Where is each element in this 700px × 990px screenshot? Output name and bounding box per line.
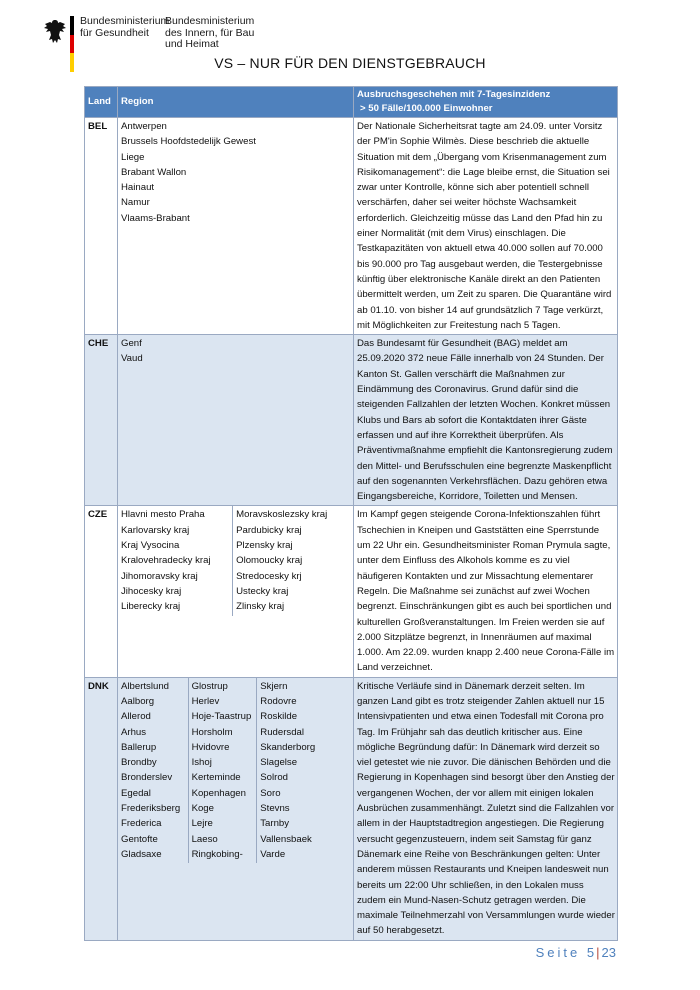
region-name: Stevns: [260, 803, 290, 815]
region-name: Slagelse: [260, 757, 298, 769]
country-code: CZE: [85, 506, 118, 677]
region-name: Bronderslev: [121, 772, 173, 784]
page-total: 23: [601, 945, 616, 960]
region-name: Olomoucky kraj: [236, 555, 303, 567]
region-name: Roskilde: [260, 711, 298, 723]
region-name: Namur: [121, 197, 150, 209]
classification-heading: VS – NUR FÜR DEN DIENSTGEBRAUCH: [214, 55, 486, 71]
region-name: Ishoj: [191, 757, 212, 769]
region-name: Frederiksberg: [121, 803, 181, 815]
region-column: [232, 506, 353, 615]
region-name: Brabant Wallon: [121, 166, 187, 178]
region-name: Hainaut: [121, 182, 155, 194]
footer-seite: Seite: [535, 945, 581, 960]
situation-text: Im Kampf gegen steigende Corona-Infektionszahlen führt Tschechien in Kneipen und Gaststätten eine Sperrstunde um 22 Uhr ein. Gesundheitsminister Roman Prymula sagte, unter dem Einfluss des Alkohols komme es zu viel häufigeren Kontakten und zur Missachtung elementarer Regeln. Die Maßnahme sei zunächst auf zwei Wochen begrenzt. Einschränkungen gibt es auch bei sportlichen und kulturellen Großveranstaltungen. Im Freien werden sie auf 2.000 Sitzplätze begrenzt, in Innenräumen auf maximal 1.000. Am 22.09. wurden knapp 2.400 neue Corona-Fälle im Land verzeichnet.: [354, 506, 618, 677]
region-name: Herlev: [191, 695, 220, 707]
region-name: Liberecky kraj: [121, 601, 181, 613]
region-name: Vlaams-Brabant: [121, 212, 190, 224]
region-name: Arhus: [121, 726, 147, 738]
header-region: Region: [118, 87, 354, 118]
footer-separator: |: [596, 945, 600, 960]
region-cell: [118, 118, 354, 335]
ministry-name-interior: Bundesministerium des Innern, für Bau und Heimat: [165, 15, 255, 50]
situation-text: Das Bundesamt für Gesundheit (BAG) meldet am 25.09.2020 372 neue Fälle innerhalb von 24 Stunden. Der Kanton St. Gallen verschärft die Maßnahmen zur Eindämmung des Coronavirus. Grund dafür sind die steigenden Fallzahlen der letzten Wochen. Konkret müssen Klubs und Bars ab sofort die Kontaktdaten ihrer Gäste erfassen und auf ihre Korrektheit überprüfen. Als Präventivmaßnahme empfiehlt die Kantonsregierung zudem den Mittel- und Berufsschulen eine begrenzte Maskenpflicht auf den sogenannten Verkehrsflächen. Dazu gehören etwa Eingangsbereiche, Korridore, Toiletten und Mensen.: [354, 335, 618, 506]
region-name: Albertslund: [121, 680, 169, 692]
region-name: Rudersdal: [260, 726, 304, 738]
region-name: Antwerpen: [121, 121, 167, 132]
region-name: Karlovarsky kraj: [121, 524, 190, 536]
region-name: Hvidovre: [191, 741, 230, 753]
region-name: Gladsaxe: [121, 848, 162, 860]
region-column: [188, 678, 257, 864]
region-name: Laeso: [191, 833, 218, 845]
region-name: Koge: [191, 803, 214, 815]
table-header-row: [85, 87, 618, 118]
region-cell: [118, 506, 354, 677]
table-row: [85, 677, 618, 940]
region-column: [118, 506, 232, 615]
region-name: Allerod: [121, 711, 151, 723]
country-code: CHE: [85, 335, 118, 506]
region-name: Frederica: [121, 818, 162, 830]
region-name: Kerteminde: [191, 772, 241, 784]
ministry-name-health: Bundesministerium für Gesundheit: [80, 15, 170, 39]
region-name: Kralovehradecky kraj: [121, 555, 211, 567]
region-name: Zlinsky kraj: [236, 601, 285, 613]
region-cell: [118, 677, 354, 940]
table-row: [85, 118, 618, 335]
outbreak-table: [84, 86, 618, 941]
region-name: Ustecky kraj: [236, 585, 289, 597]
region-name: Tarnby: [260, 818, 290, 830]
region-name: Plzensky kraj: [236, 540, 293, 552]
header-land: Land: [85, 87, 118, 118]
situation-text: Der Nationale Sicherheitsrat tagte am 24.09. unter Vorsitz der PM'in Sophie Wilmès. Diese beschrieb die aktuelle Situation mit dem „Übergang vom Krisenmanagement zum Risikomanagement“: die Lage bleibe ernst, die Situation sei zwar unter Kontrolle, könne sich aber potentiell schnell verschärfen, daher sei weiter höchste Wachsamkeit erforderlich. Gleichzeitig müsse das Land den Pfad hin zu einer Normalität (mit dem Virus) einschlagen. Die Testkapazitäten von aktuell etwa 40.000 sollen auf 70.000 bis 90.000 pro Tag ausgebaut werden, die Testergebnisse künftig über elektronische Kanäle direkt an den Patienten übermittelt werden, um Zeit zu sparen. Die Quarantäne wird ab 01.10. von bisher 14 auf grundsätzlich 7 Tage verkürzt, mit Möglichkeiten zur Freitestung nach 5 Tagen.: [354, 118, 618, 335]
region-column: [256, 678, 353, 864]
table-row: [85, 506, 618, 677]
region-column: [118, 678, 188, 864]
region-name: Varde: [260, 848, 286, 860]
region-name: Jihomoravsky kraj: [121, 570, 198, 582]
region-name: Jihocesky kraj: [121, 585, 182, 597]
region-name: Gentofte: [121, 833, 158, 845]
region-name: Soro: [260, 787, 281, 799]
region-name: Skjern: [260, 680, 288, 692]
region-name: Hlavni mesto Praha: [121, 509, 205, 521]
region-column: [118, 118, 353, 227]
page-number: 5: [586, 945, 595, 960]
region-name: Skanderborg: [260, 741, 316, 753]
region-name: Moravskoslezsky kraj: [236, 509, 328, 521]
region-name: Egedal: [121, 787, 151, 799]
region-name: Kopenhagen: [191, 787, 246, 799]
page-footer: [536, 945, 616, 960]
region-cell: [118, 335, 354, 506]
region-column: [118, 335, 353, 368]
region-name: Solrod: [260, 772, 288, 784]
region-name: Rodovre: [260, 695, 297, 707]
region-name: Liege: [121, 151, 145, 163]
table-row: [85, 335, 618, 506]
country-code: DNK: [85, 677, 118, 940]
region-name: Ballerup: [121, 741, 157, 753]
region-name: Glostrup: [191, 680, 228, 692]
region-name: Genf: [121, 338, 142, 350]
region-name: Vaud: [121, 353, 143, 365]
region-name: Hoje-Taastrup: [191, 711, 252, 723]
region-name: Horsholm: [191, 726, 233, 738]
region-name: Vallensbaek: [260, 833, 312, 845]
region-name: Pardubicky kraj: [236, 524, 302, 536]
region-name: Stredocesky krj: [236, 570, 302, 582]
region-name: Lejre: [191, 818, 213, 830]
region-name: Kraj Vysocina: [121, 540, 180, 552]
region-name: Brondby: [121, 757, 157, 769]
header-situation: Ausbruchsgeschehen mit 7-Tagesinzidenz > 50 Fälle/100.000 Einwohner: [354, 87, 618, 118]
region-name: Aalborg: [121, 695, 155, 707]
situation-text: Kritische Verläufe sind in Dänemark derzeit selten. Im ganzen Land gibt es trotz steigender Zahlen aktuell nur 15 Intensivpatienten und etwa einen Todesfall mit Corona pro Tag. Im Frühjahr sah das deutlich kritischer aus. Eine mögliche Begründung dafür: In Dänemark wird derzeit so viel getestet wie nie zuvor. Die dänischen Behörden und die Regierung in Kopenhagen sind besorgt über den Anstieg der vergangenen Wochen, der vor allem mit einigen lokalen Ausbrüchen zusammenhängt. Zuletzt sind die Fallzahlen vor allem in der Hauptstadtregion angestiegen. Die Regierung versucht gegenzusteuern, indem seit Samstag für ganz Dänemark eine Reihe von Beschränkungen gelten: Unter anderem müssen Restaurants und Kneipen landesweit nun bereits um 22:00 Uhr schließen, in den Lokalen muss zudem ein Mund-Nasen-Schutz getragen werden. Die maximale Teilnehmerzahl von Versammlungen wurde wieder auf 50 herabgesetzt.: [354, 677, 618, 940]
federal-eagle-icon: [44, 18, 66, 44]
region-name: Ringkobing-: [191, 848, 243, 860]
region-name: Brussels Hoofdstedelijk Gewest: [121, 136, 256, 148]
country-code: BEL: [85, 118, 118, 335]
